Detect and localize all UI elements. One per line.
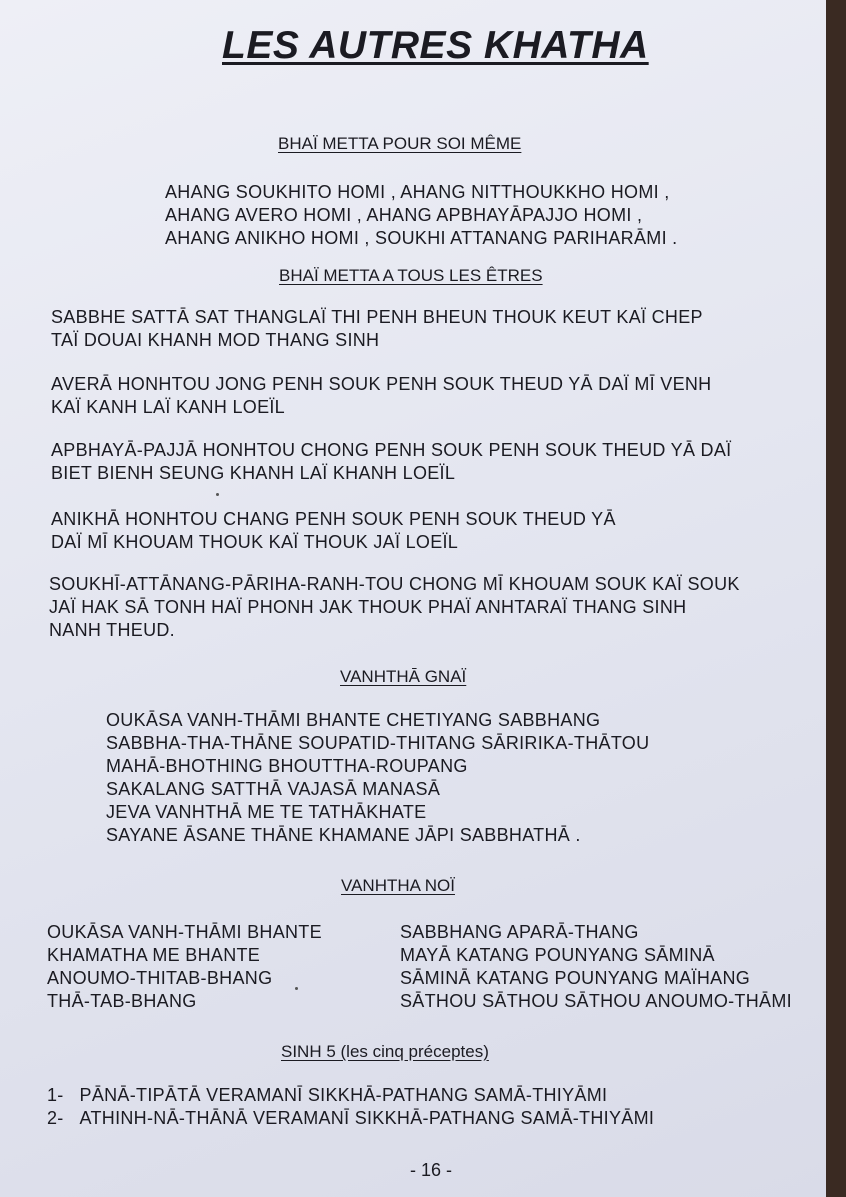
vanhtha-noi-right-column (400, 921, 792, 1013)
metta-paragraph (51, 508, 616, 554)
precept-item (47, 1107, 654, 1130)
paragraph-line: TAÏ DOUAI KHANH MOD THANG SINH (51, 330, 380, 350)
speck-mark (295, 987, 298, 990)
verse-line: SABBHA-THA-THĀNE SOUPATID-THITANG SĀRIRIKA-THĀTOU (106, 733, 650, 753)
verse-line: MAHĀ-BHOTHING BHOUTTHA-ROUPANG (106, 756, 468, 776)
verse-line: OUKĀSA VANH-THĀMI BHANTE CHETIYANG SABBHANG (106, 710, 601, 730)
verse-line: JEVA VANHTHĀ ME TE TATHĀKHATE (106, 802, 427, 822)
verse-line: SĀTHOU SĀTHOU SĀTHOU ANOUMO-THĀMI (400, 991, 792, 1011)
heading-vanhtha-gnai: VANHTHĀ GNAÏ (340, 667, 467, 686)
metta-self-verse (165, 181, 677, 250)
paragraph-line: APBHAYĀ-PAJJĀ HONHTOU CHONG PENH SOUK PENH SOUK THEUD YĀ DAÏ (51, 440, 732, 460)
metta-paragraph (51, 306, 703, 352)
metta-paragraph (51, 439, 731, 485)
verse-line: MAYĀ KATANG POUNYANG SĀMINĀ (400, 945, 715, 965)
verse-line: SABBHANG APARĀ-THANG (400, 922, 639, 942)
verse-line: OUKĀSA VANH-THĀMI BHANTE (47, 922, 322, 942)
page-title: LES AUTRES KHATHA (222, 24, 649, 67)
verse-line: KHAMATHA ME BHANTE (47, 945, 261, 965)
paragraph-line: NANH THEUD. (49, 620, 175, 640)
precepts-list (47, 1084, 654, 1130)
paragraph-line: SABBHE SATTĀ SAT THANGLAÏ THI PENH BHEUN THOUK KEUT KAÏ CHEP (51, 307, 703, 327)
precept-number: 2- (47, 1108, 64, 1128)
heading-metta-self: BHAÏ METTA POUR SOI MÊME (278, 134, 522, 153)
precept-number: 1- (47, 1085, 64, 1105)
vanhtha-noi-left-column (47, 921, 322, 1013)
paragraph-line: DAÏ MĪ KHOUAM THOUK KAÏ THOUK JAÏ LOEÏL (51, 532, 459, 552)
verse-line: AHANG ANIKHO HOMI , SOUKHI ATTANANG PARIHARĀMI . (165, 228, 678, 248)
verse-line: SAYANE ĀSANE THĀNE KHAMANE JĀPI SABBHATHĀ . (106, 825, 581, 845)
heading-vanhtha-noi: VANHTHA NOÏ (341, 876, 455, 895)
verse-line: SĀMINĀ KATANG POUNYANG MAÏHANG (400, 968, 751, 988)
precept-text: ATHINH-NĀ-THĀNĀ VERAMANĪ SIKKHĀ-PATHANG SAMĀ-THIYĀMI (79, 1108, 655, 1128)
verse-line: THĀ-TAB-BHANG (47, 991, 197, 1011)
paragraph-line: JAÏ HAK SĀ TONH HAÏ PHONH JAK THOUK PHAÏ ANHTARAÏ THANG SINH (49, 597, 687, 617)
verse-line: SAKALANG SATTHĀ VAJASĀ MANASĀ (106, 779, 441, 799)
paragraph-line: BIET BIENH SEUNG KHANH LAÏ KHANH LOEÏL (51, 463, 456, 483)
paragraph-line: KAÏ KANH LAÏ KANH LOEÏL (51, 397, 285, 417)
page-number: - 16 - (410, 1160, 453, 1180)
metta-paragraph (51, 373, 711, 419)
precept-text: PĀNĀ-TIPĀTĀ VERAMANĪ SIKKHĀ-PATHANG SAMĀ-THIYĀMI (79, 1085, 608, 1105)
speck-mark (216, 493, 219, 496)
vanhtha-gnai-verse (106, 709, 649, 847)
paragraph-line: ANIKHĀ HONHTOU CHANG PENH SOUK PENH SOUK THEUD YĀ (51, 509, 616, 529)
verse-line: AHANG AVERO HOMI , AHANG APBHAYĀPAJJO HOMI , (165, 205, 643, 225)
paragraph-line: AVERĀ HONHTOU JONG PENH SOUK PENH SOUK THEUD YĀ DAÏ MĪ VENH (51, 374, 712, 394)
verse-line: AHANG SOUKHITO HOMI , AHANG NITTHOUKKHO HOMI , (165, 182, 670, 202)
precept-item (47, 1084, 654, 1107)
heading-sinh5: SINH 5 (les cinq préceptes) (281, 1042, 489, 1061)
paragraph-line: SOUKHĪ-ATTĀNANG-PĀRIHA-RANH-TOU CHONG MĪ KHOUAM SOUK KAÏ SOUK (49, 574, 740, 594)
heading-metta-all: BHAÏ METTA A TOUS LES ÊTRES (279, 266, 543, 285)
verse-line: ANOUMO-THITAB-BHANG (47, 968, 273, 988)
metta-paragraph (49, 573, 740, 642)
